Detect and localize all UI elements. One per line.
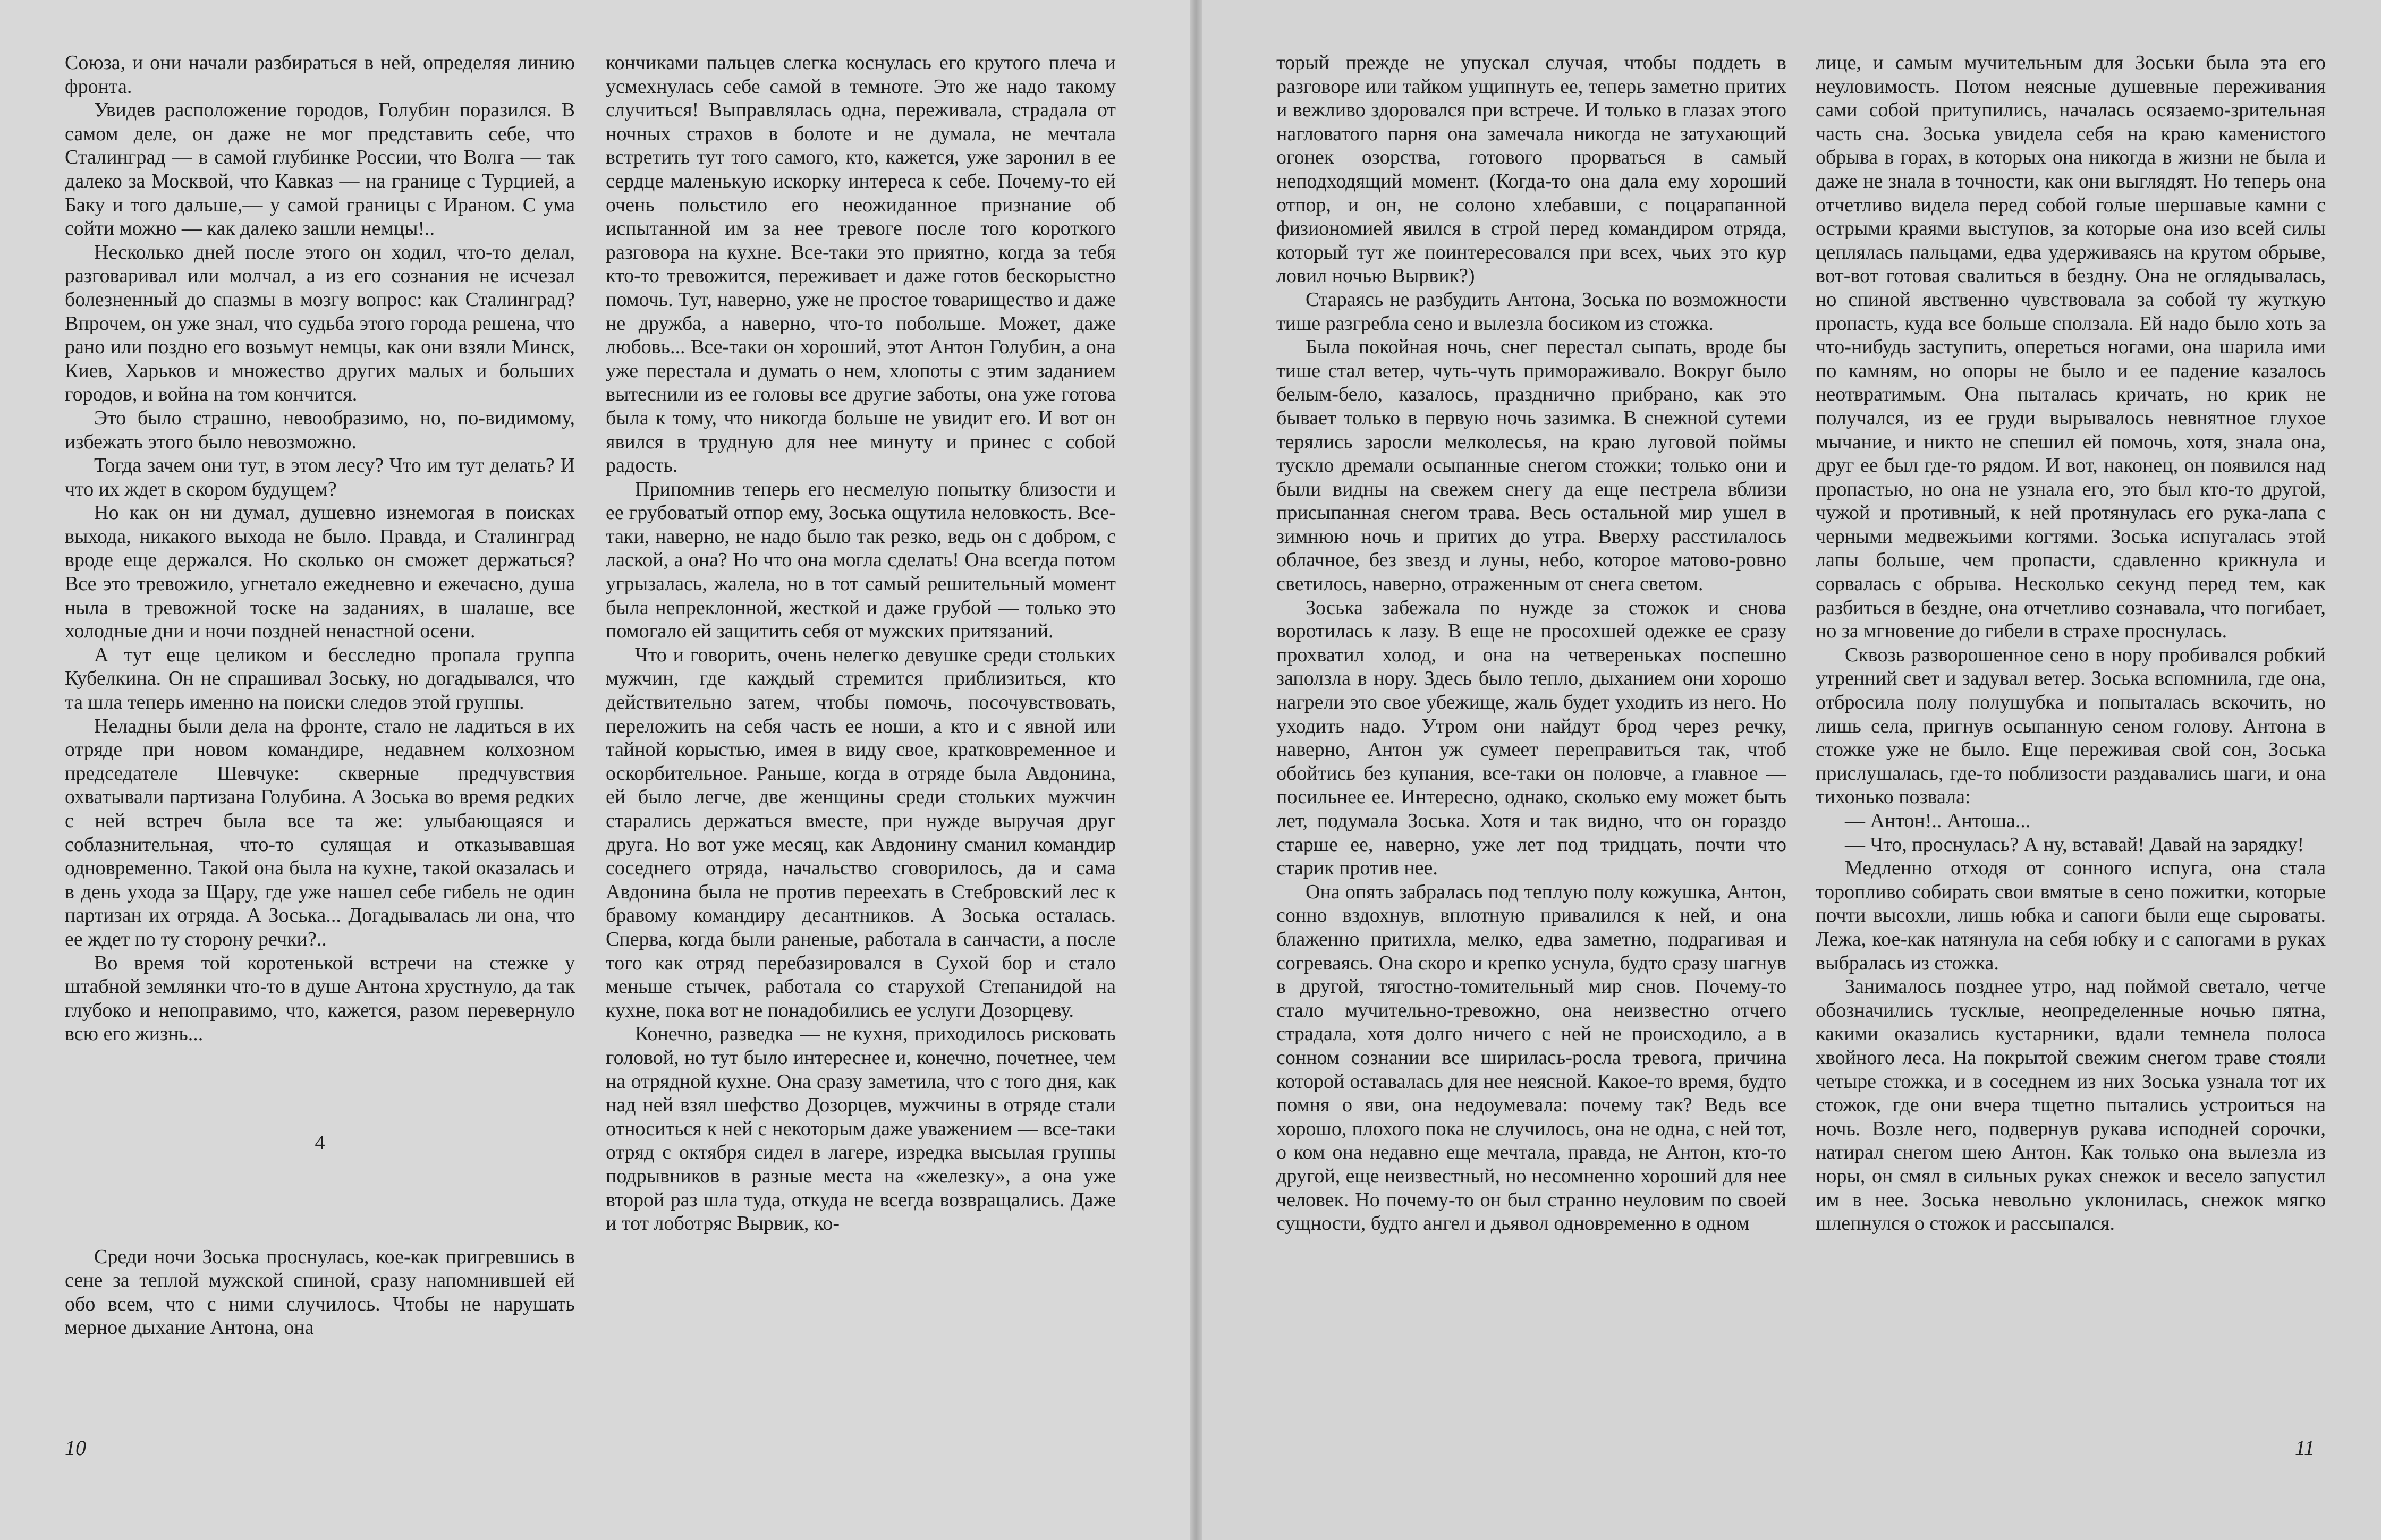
paragraph: Но как он ни думал, душевно изнемогая в поисках выхода, никакого выхода не было. Правда, и Сталинград вроде еще держался. Но сколько он сможет держаться? Все это тревожило, угнетало ежедневно и ежечасно, душа ныла в тревожной тоске на заданиях, в шалаше, все холодные дни и ночи поздней ненастной осени.	[65, 501, 575, 643]
paragraph: лице, и самым мучительным для Зоськи была эта его неуловимость. Потом неясные душевные переживания сами собой притупились, началась осязаемо-зрительная часть сна. Зоська увидела себя на краю каменистого обрыва в горах, в которых она никогда в жизни не была и даже не знала в точности, как они выглядят. Но теперь она отчетливо видела перед собой голые шершавые камни с острыми краями выступов, за которые она изо всей силы цеплялась пальцами, едва удерживаясь на крутом обрыве, вот-вот готовая свалиться в бездну. Она не оглядывалась, но спиной явственно чувствовала за собой ту жуткую пропасть, куда все больше сползала. Ей надо было хоть за что-нибудь заступить, опереться ногами, она шарила ими по камням, но опоры не было и ее падение казалось неотвратимым. Она пыталась кричать, но крик не получался, из ее груди вырывалось невнятное глухое мычание, и никто не спешил ей помочь, хотя, знала она, друг ее был где-то рядом. И вот, наконец, он появился над пропастью, но она не узнала его, это был кто-то другой, чужой и противный, к ней протянулась его рука-лапа с черными медвежьими когтями. Зоська испугалась этой лапы больше, чем пропасти, сдавленно крикнула и сорвалась с обрыва. Несколько секунд перед тем, как разбиться в бездне, она отчетливо сознавала, что погибает, но за мгновение до гибели в страхе проснулась.	[1816, 52, 2326, 643]
paragraph: Тогда зачем они тут, в этом лесу? Что им тут делать? И что их ждет в скором будущем?	[65, 454, 575, 500]
paragraph: Была покойная ночь, снег перестал сыпать, вроде бы тише стал ветер, чуть-чуть примораживало. Вокруг было белым-бело, казалось, празднично прибрано, как это бывает только в первую ночь зазимка. В снежной сутеми терялись заросли мелколесья, на краю луговой поймы тускло дремали осыпанные снегом стожки; только они и были видны на свежем снегу да еще пестрела вблизи присыпанная снегом трава. Весь остальной мир ушел в зимнюю ночь и притих до утра. Вверху расстилалось облачное, без звезд и луны, небо, которое матово-ровно светилось, наверно, отраженным от снега светом.	[1276, 336, 1786, 595]
book-gutter	[1190, 0, 1202, 1540]
paragraph: Это было страшно, невообразимо, но, по-видимому, избежать этого было невозможно.	[65, 406, 575, 453]
right-page-column-1	[1276, 51, 1786, 1422]
left-page	[0, 0, 1190, 1540]
paragraph: А тут еще целиком и бесследно пропала группа Кубелкина. Он не спрашивал Зоську, но догадывался, что та шла теперь именно на поиски следов этой группы.	[65, 643, 575, 714]
paragraph: Союза, и они начали разбираться в ней, определяя линию фронта.	[65, 52, 575, 98]
paragraph: Конечно, разведка — не кухня, приходилось рисковать головой, но тут было интереснее и, конечно, почетнее, чем на отрядной кухне. Она сразу заметила, что с того дня, как над ней взял шефство Дозорцев, мужчины в отряде стали относиться к ней с некоторым даже уважением — все-таки отряд с октября сидел в лагере, изредка высылая группы подрывников в разные места на «железку», а она уже второй раз шла туда, откуда не всегда возвращались. Даже и тот лоботряс Вырвик, ко-	[606, 1023, 1116, 1235]
page-number: 10	[65, 1436, 86, 1460]
paragraph: торый прежде не упускал случая, чтобы поддеть в разговоре или тайком ущипнуть ее, теперь заметно притих и вежливо здоровался при встрече. И только в глазах этого нагловатого парня она замечала никогда не затухающий огонек озорства, готового прорваться в самый неподходящий момент. (Когда-то она дала ему хороший отпор, и он, не солоно хлебавши, с поцарапанной физиономией явился в строй перед командиром отряда, который тут же поинтересовался при всех, чьих это кур ловил ночью Вырвик?)	[1276, 52, 1786, 287]
paragraph: Сквозь разворошенное сено в нору пробивался робкий утренний свет и задувал ветер. Зоська вспомнила, где она, отбросила полу полушубка и попыталась вскочить, но лишь села, пригнув осыпанную сеном голову. Антона в стожке уже не было. Еще переживая свой сон, Зоська прислушалась, где-то поблизости раздавались шаги, и она тихонько позвала:	[1816, 643, 2326, 809]
left-page-column-1	[65, 51, 575, 1422]
chapter-number: 4	[315, 1131, 325, 1154]
page-number: 11	[2294, 1436, 2315, 1460]
paragraph: Среди ночи Зоська проснулась, кое-как пригревшись в сене за теплой мужской спиной, сразу напомнившей ей обо всем, что с ними случилось. Чтобы не нарушать мерное дыхание Антона, она	[65, 1245, 575, 1339]
paragraph: Неладны были дела на фронте, стало не ладиться в их отряде при новом командире, недавнем колхозном председателе Шевчуке: скверные предчувствия охватывали партизана Голубина. А Зоська во время редких с ней встреч была все та же: улыбающаяся и соблазнительная, что-то сулящая и отказывавшая одновременно. Такой она была на кухне, такой оказалась и в день ухода за Щару, где уже нашел себе гибель не один партизан их отряда. А Зоська... Догадывалась ли она, что ее ждет по ту сторону речки?..	[65, 714, 575, 950]
paragraph: Несколько дней после этого он ходил, что-то делал, разговаривал или молчал, а из его сознания не исчезал болезненный до спазмы в мозгу вопрос: как Сталинград? Впрочем, он уже знал, что судьба этого города решена, что рано или поздно его возьмут немцы, как они взяли Минск, Киев, Харьков и множество других малых и больших городов, и война на том кончится.	[65, 241, 575, 406]
paragraph: Она опять забралась под теплую полу кожушка, Антон, сонно вздохнув, вплотную привалился к ней, и она блаженно притихла, мелко, едва заметно, подрагивая и согреваясь. Она скоро и крепко уснула, будто сразу шагнув в другой, тягостно-томительный мир снов. Почему-то стало мучительно-тревожно, она неизвестно отчего страдала, хотя долго ничего с ней не происходило, а в сонном сознании все ширилась-росла тревога, причина которой оставалась для нее неясной. Какое-то время, будто помня о яви, она недоумевала: почему так? Ведь все хорошо, плохого пока не случилось, она не одна, с ней тот, о ком она недавно еще мечтала, правда, не Антон, кто-то другой, еще неизвестный, но несомненно хороший для нее человек. Но почему-то он был странно неуловим по своей сущности, будто ангел и дьявол одновременно в одном	[1276, 880, 1786, 1235]
paragraph: Стараясь не разбудить Антона, Зоська по возможности тише разгребла сено и вылезла босиком из стожка.	[1276, 288, 1786, 335]
paragraph: Медленно отходя от сонного испуга, она стала торопливо собирать свои вмятые в сено пожитки, которые почти высохли, лишь юбка и сапоги были еще сыроваты. Лежа, кое-как натянула на себя юбку и с сапогами в руках выбралась из стожка.	[1816, 857, 2326, 974]
right-page	[1202, 0, 2381, 1540]
paragraph: Зоська забежала по нужде за стожок и снова воротилась к лазу. В еще не просохшей одежке ее сразу прохватил холод, и она на четвереньках поспешно заползла в нору. Здесь было тепло, дыханием они хорошо нагрели это свое убежище, жаль будет уходить из него. Но уходить надо. Утром они найдут брод через речку, наверно, Антон уж сумеет переправиться так, чтоб обойтись без купания, все-таки он половче, а главное — посильнее ее. Интересно, однако, сколько ему может быть лет, подумала Зоська. Хотя и так видно, что он гораздо старше ее, наверно, уже лет под тридцать, почти что старик против нее.	[1276, 596, 1786, 880]
paragraph: Во время той коротенькой встречи на стежке у штабной землянки что-то в душе Антона хрустнуло, да так глубоко и непоправимо, что, кажется, разом перевернуло всю его жизнь...	[65, 951, 575, 1045]
paragraph: Что и говорить, очень нелегко девушке среди стольких мужчин, где каждый стремится приблизиться, кто действительно затем, чтобы помочь, посочувствовать, переложить на себя часть ее ноши, а кто и с явной или тайной корыстью, имея в виду свое, кратковременное и оскорбительное. Раньше, когда в отряде была Авдонина, ей было легче, две женщины среди стольких мужчин старались держаться вместе, при нужде выручая друг друга. Но вот уже месяц, как Авдонину сманил командир соседнего отряда, начальство сговорилось, да и сама Авдонина была не против переехать в Стебровский лес к бравому командиру десантников. А Зоська осталась. Сперва, когда были раненые, работала в санчасти, а после того как отряд перебазировался в Сухой бор и стало меньше стычек, работала со старухой Степанидой на кухне, пока вот не понадобились ее услуги Дозорцеву.	[606, 643, 1116, 1022]
paragraph: Увидев расположение городов, Голубин поразился. В самом деле, он даже не мог представить себе, что Сталинград — в самой глубинке России, что Волга — так далеко за Москвой, что Кавказ — на границе с Турцией, а Баку и того дальше,— у самой границы с Ираном. С ума сойти можно — как далеко зашли немцы!..	[65, 99, 575, 240]
dialogue-line: — Что, проснулась? А ну, вставай! Давай на зарядку!	[1845, 833, 2304, 856]
paragraph: Занималось позднее утро, над поймой светало, четче обозначились тусклые, неопределенные ночью пятна, какими оказались кустарники, вдали темнела полоса хвойного леса. На покрытой свежим снегом траве стояли четыре стожка, и в соседнем из них Зоська узнала тот их стожок, где они вчера тщетно пытались устроиться на ночь. Возле него, подвернув рукава исподней сорочки, натирал снегом шею Антон. Как только она вылезла из норы, он смял в сильных руках снежок и весело запустил им в нее. Зоська невольно уклонилась, снежок мягко шлепнулся о стожок и рассыпался.	[1816, 975, 2326, 1235]
dialogue-line: — Антон!.. Антоша...	[1845, 810, 2031, 832]
paragraph: Припомнив теперь его несмелую попытку близости и ее грубоватый отпор ему, Зоська ощутила неловкость. Все-таки, наверно, не надо было так резко, ведь он с добром, с лаской, а она? Но что она могла сделать! Она всегда потом угрызалась, жалела, но в тот самый решительный момент была непреклонной, жесткой и даже грубой — только это помогало ей защитить себя от мужских притязаний.	[606, 478, 1116, 643]
paragraph: кончиками пальцев слегка коснулась его крутого плеча и усмехнулась себе самой в темноте. Это же надо такому случиться! Выправлялась одна, переживала, страдала от ночных страхов в болоте и не думала, не мечтала встретить тут того самого, кто, кажется, уже заронил в ее сердце маленькую искорку интереса к себе. Почему-то ей очень польстило его неожиданное признание об испытанной им за нее тревоге после того короткого разговора на кухне. Все-таки это приятно, когда за тебя кто-то тревожится, переживает и даже готов бескорыстно помочь. Тут, наверно, уже не простое товарищество и даже не дружба, а наверно, что-то побольше. Может, даже любовь... Все-таки он хороший, этот Антон Голубин, а она уже перестала и думать о нем, хлопоты с этим заданием вытеснили из ее головы все другие заботы, она уже готова была к тому, что никогда больше не увидит его. И вот он явился в трудную для нее минуту и принес с собой радость.	[606, 52, 1116, 477]
left-page-column-2	[606, 51, 1116, 1422]
right-page-column-2	[1816, 51, 2326, 1422]
